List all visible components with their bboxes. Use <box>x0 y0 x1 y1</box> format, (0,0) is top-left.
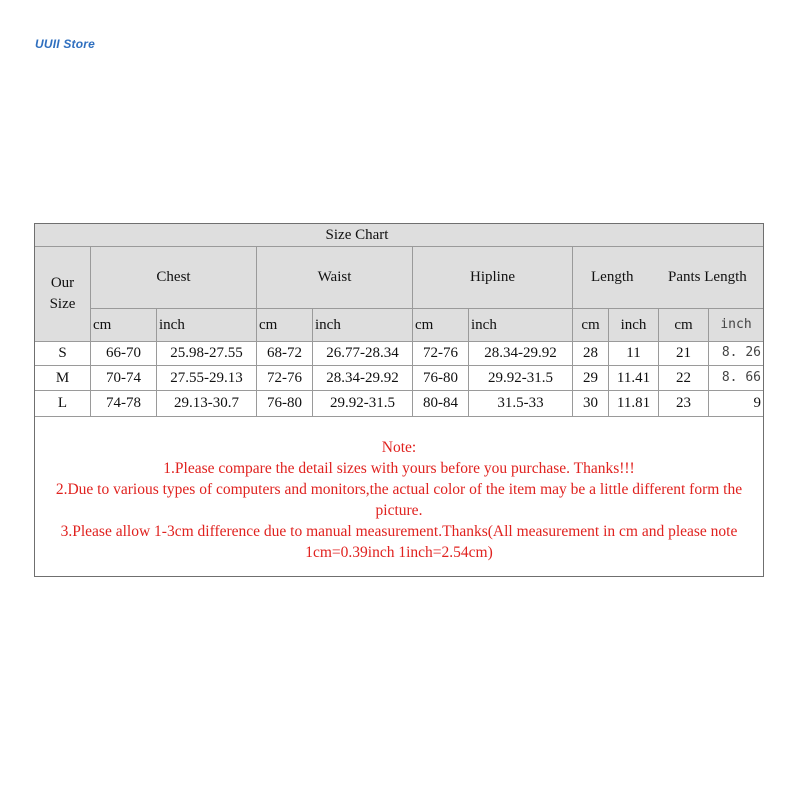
note-section <box>35 417 763 577</box>
store-watermark: UUII Store <box>35 37 96 51</box>
row-m-len-inch: 11.41 <box>609 366 659 391</box>
hipline-header: Hipline <box>413 247 573 309</box>
length-group-header <box>573 247 763 309</box>
length-header: Length <box>591 269 634 286</box>
row-l-hip-cm: 80-84 <box>413 391 469 417</box>
chart-title <box>35 224 763 247</box>
chest-inch-unit: inch <box>157 309 257 342</box>
row-s-chest-inch: 25.98-27.55 <box>157 342 257 366</box>
waist-cm-unit: cm <box>257 309 313 342</box>
row-l-waist-cm: 76-80 <box>257 391 313 417</box>
hip-inch-unit: inch <box>469 309 573 342</box>
row-s-pants-inch: 8. 26 <box>709 342 763 366</box>
note-line-3: 3.Please allow 1-3cm difference due to manual measurement.Thanks(All measurement in cm and please note 1cm=0.39inch 1inch=2.54cm) <box>60 523 738 561</box>
row-l-size: L <box>35 391 91 417</box>
row-m-chest-cm: 70-74 <box>91 366 157 391</box>
note-line-2: 2.Due to various types of computers and monitors,the actual color of the item may be a little different form the picture. <box>55 481 743 519</box>
row-s-waist-cm: 68-72 <box>257 342 313 366</box>
chest-header: Chest <box>91 247 257 309</box>
row-s-pants-cm: 21 <box>659 342 709 366</box>
row-l-pants-cm: 23 <box>659 391 709 417</box>
row-s-size: S <box>35 342 91 366</box>
row-l-chest-inch: 29.13-30.7 <box>157 391 257 417</box>
waist-inch-unit: inch <box>313 309 413 342</box>
row-m-pants-inch: 8. 66 <box>709 366 763 391</box>
hip-cm-unit: cm <box>413 309 469 342</box>
chest-cm-unit: cm <box>91 309 157 342</box>
row-m-waist-inch: 28.34-29.92 <box>313 366 413 391</box>
row-m-pants-cm: 22 <box>659 366 709 391</box>
row-m-size: M <box>35 366 91 391</box>
row-s-chest-cm: 66-70 <box>91 342 157 366</box>
row-l-len-inch: 11.81 <box>609 391 659 417</box>
chart-title-text: Size Chart <box>325 226 389 243</box>
len-inch-unit: inch <box>609 309 659 342</box>
size-header-text: Our Size <box>49 275 76 312</box>
row-m-chest-inch: 27.55-29.13 <box>157 366 257 391</box>
note-line-1: 1.Please compare the detail sizes with yours before you purchase. Thanks!!! <box>163 460 635 477</box>
waist-header: Waist <box>257 247 413 309</box>
len-cm-unit: cm <box>573 309 609 342</box>
row-l-len-cm: 30 <box>573 391 609 417</box>
row-l-hip-inch: 31.5-33 <box>469 391 573 417</box>
pants-inch-unit: inch <box>709 309 763 342</box>
row-s-len-cm: 28 <box>573 342 609 366</box>
row-m-hip-cm: 76-80 <box>413 366 469 391</box>
row-l-pants-inch: 9 <box>709 391 763 417</box>
pants-length-header: Pants Length <box>668 269 747 286</box>
size-header <box>35 247 91 342</box>
row-s-len-inch: 11 <box>609 342 659 366</box>
size-chart <box>34 223 764 577</box>
row-s-hip-inch: 28.34-29.92 <box>469 342 573 366</box>
row-m-waist-cm: 72-76 <box>257 366 313 391</box>
note-heading: Note: <box>381 439 417 456</box>
row-m-len-cm: 29 <box>573 366 609 391</box>
row-s-waist-inch: 26.77-28.34 <box>313 342 413 366</box>
row-s-hip-cm: 72-76 <box>413 342 469 366</box>
row-l-chest-cm: 74-78 <box>91 391 157 417</box>
row-l-waist-inch: 29.92-31.5 <box>313 391 413 417</box>
pants-cm-unit: cm <box>659 309 709 342</box>
row-m-hip-inch: 29.92-31.5 <box>469 366 573 391</box>
